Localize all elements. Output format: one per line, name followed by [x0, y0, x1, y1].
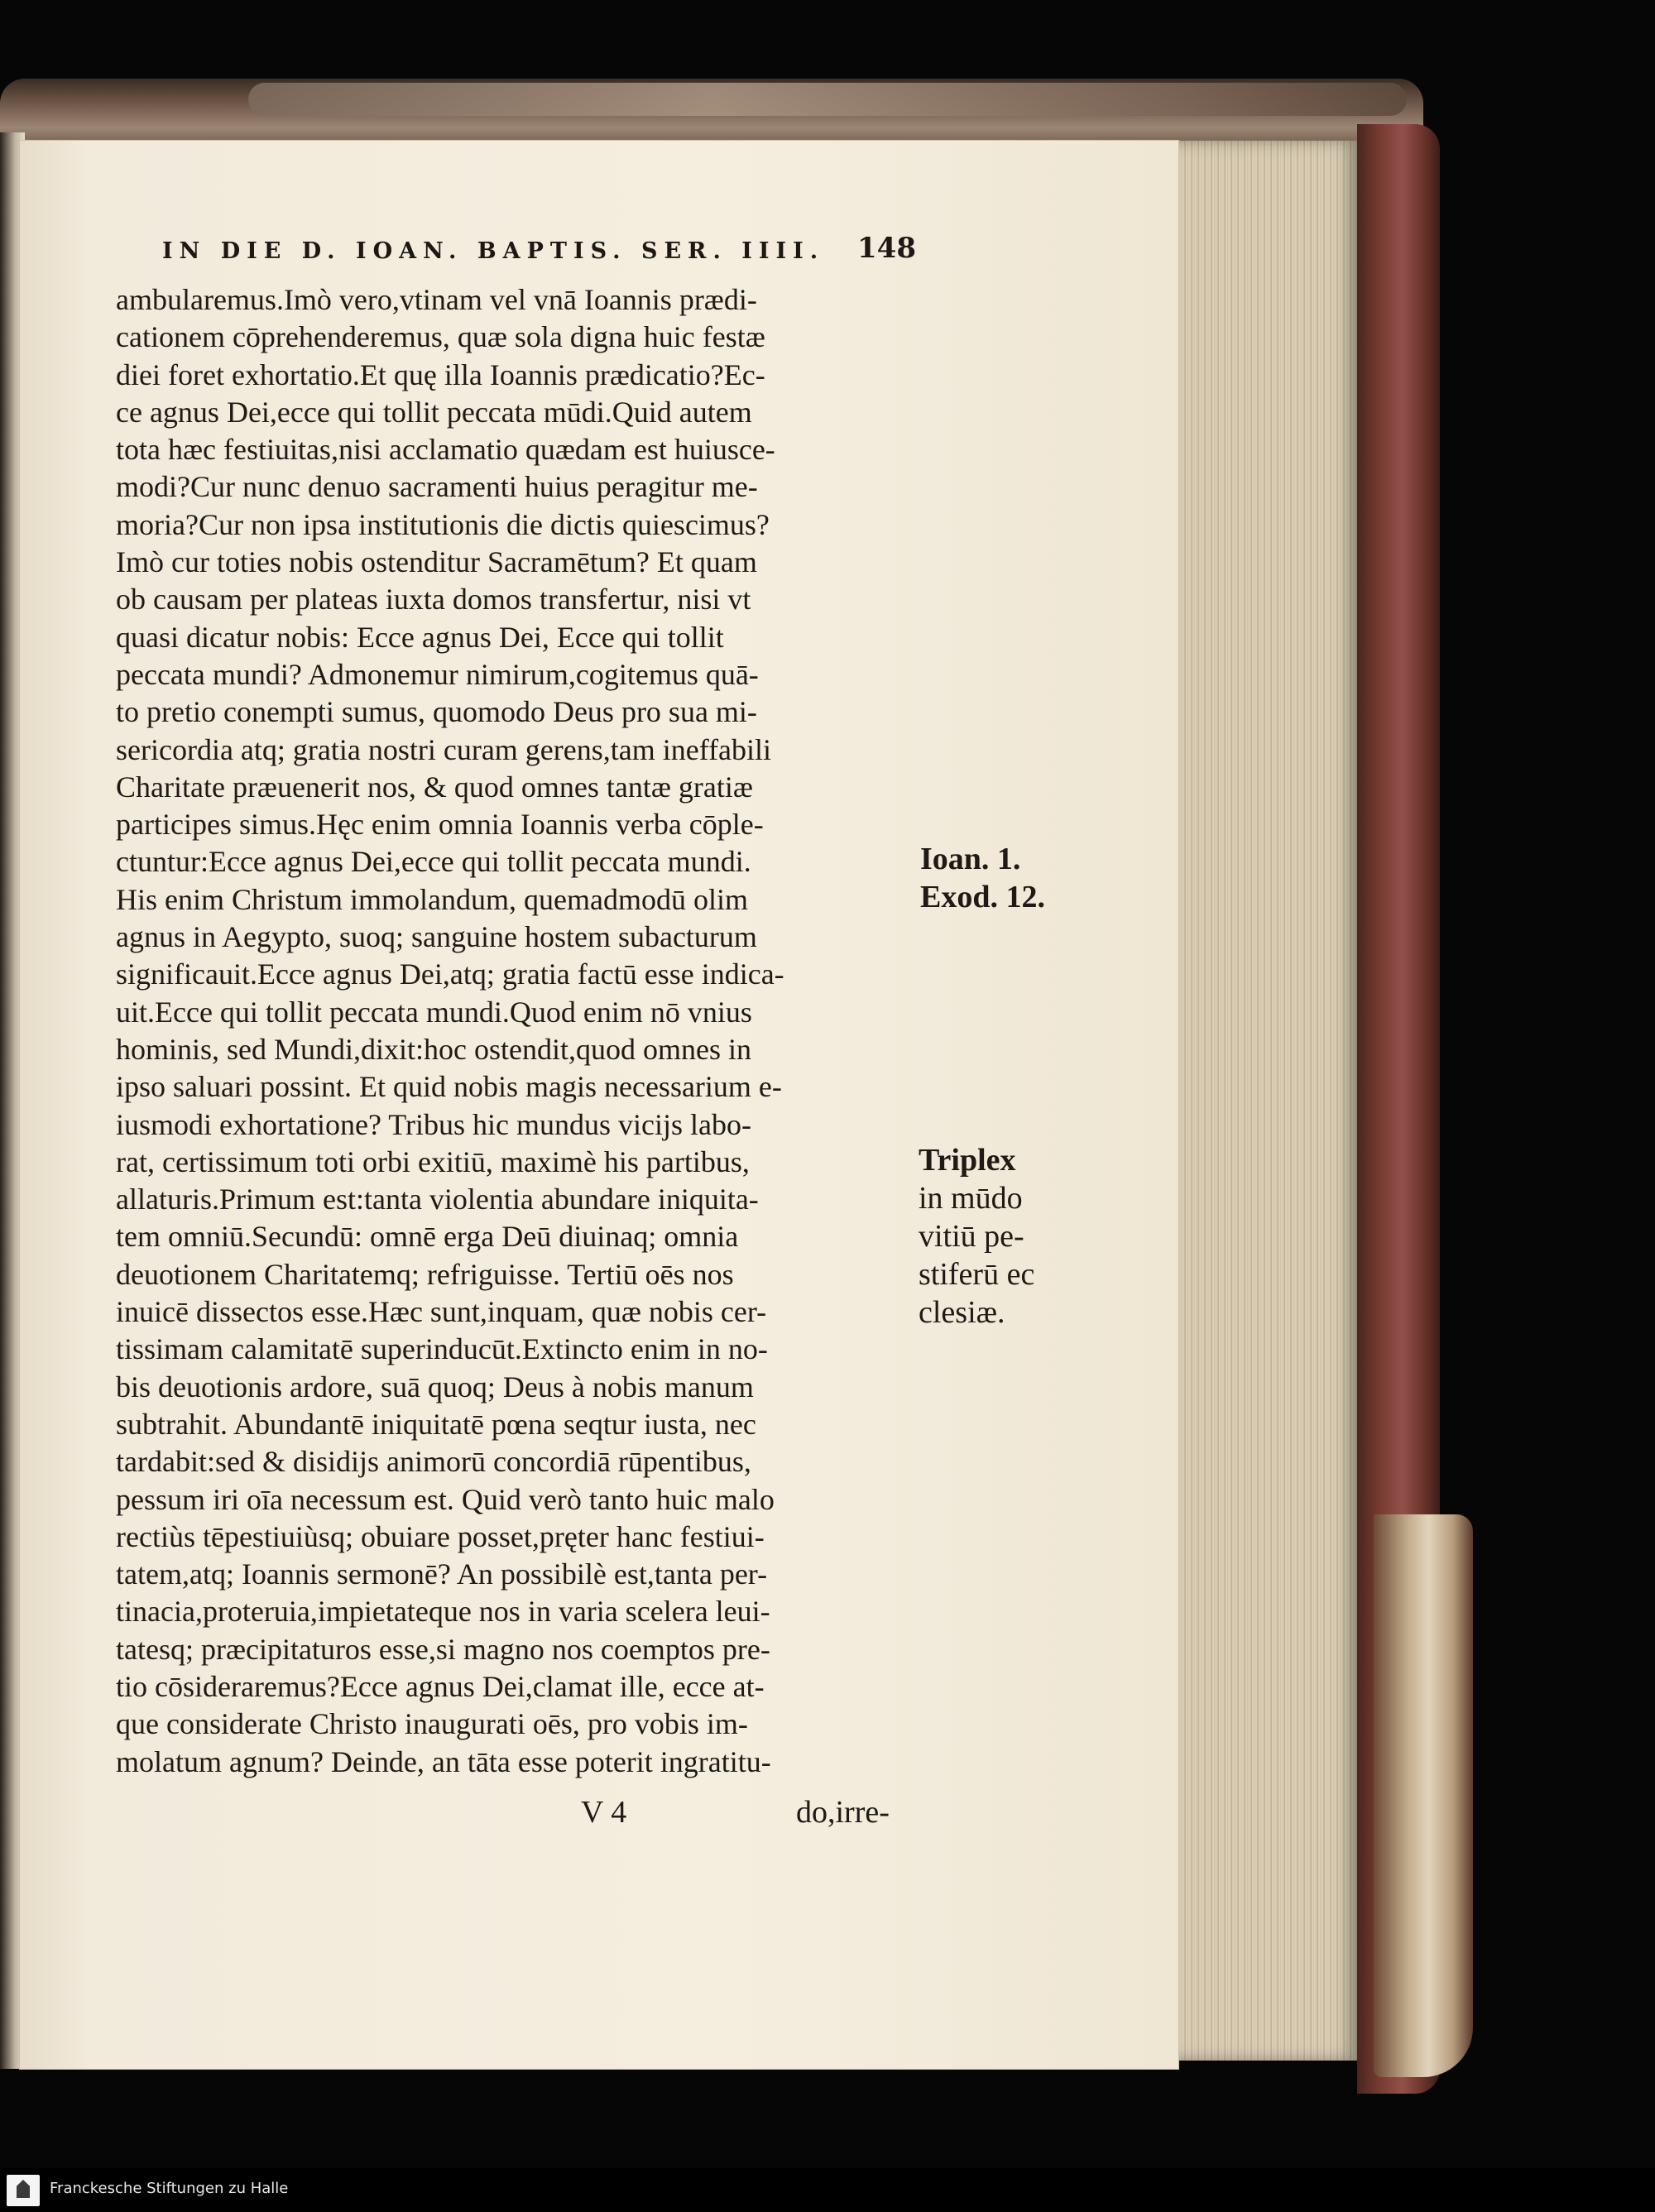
text-line: bis deuotionis ardore, suā quoq; Deus à nobis manum: [116, 1370, 754, 1403]
text-line: tio cōsideraremus?Ecce agnus Dei,clamat ille, ecce at-: [116, 1669, 765, 1703]
signature-mark: V 4: [581, 1795, 627, 1830]
body-text: [116, 281, 910, 1781]
text-line: to pretio conempti sumus, quomodo Deus pro sua mi-: [116, 695, 757, 729]
text-line: peccata mundi? Admonemur nimirum,cogitemus quā-: [116, 657, 759, 691]
institution-logo-icon: [7, 2175, 40, 2206]
text-line: rectiùs tēpestiuiùsq; obuiare posset,pręter hanc festiui-: [116, 1519, 765, 1553]
marginal-note: stiferū ec: [919, 1257, 1035, 1292]
folio-number: 148: [857, 232, 916, 265]
text-line: tissimam calamitatē superinducūt.Extincto enim in no-: [116, 1332, 768, 1366]
text-line: tatesq; præcipitaturos esse,si magno nos coemptos pre-: [116, 1632, 770, 1666]
marginal-note: clesiæ.: [919, 1295, 1005, 1330]
text-line: Imò cur toties nobis ostenditur Sacramētum? Et quam: [116, 545, 757, 579]
text-line: subtrahit. Abundantē iniquitatē pœna seqtur iusta, nec: [116, 1407, 756, 1441]
text-line: ob causam per plateas iuxta domos transfertur, nisi vt: [116, 583, 751, 617]
text-line: hominis, sed Mundi,dixit:hoc ostendit,quod omnes in: [116, 1032, 751, 1066]
book-headband: [248, 83, 1407, 116]
running-head: IN DIE D. IOAN. BAPTIS. SER. IIII.: [162, 238, 825, 264]
text-line: diei foret exhortatio.Et quę illa Ioannis prædicatio?Ec-: [116, 357, 765, 391]
marginal-reference: Ioan. 1.: [920, 842, 1021, 876]
text-line: ipso saluari possint. Et quid nobis magis necessarium e-: [116, 1070, 782, 1104]
text-line: moria?Cur non ipsa institutionis die dictis quiescimus?: [116, 507, 770, 541]
text-line: deuotionem Charitatemq; refriguisse. Tertiū oēs nos: [116, 1257, 734, 1291]
text-line: cationem cōprehenderemus, quæ sola digna huic festæ: [116, 320, 765, 354]
marginal-note: in mūdo: [919, 1181, 1023, 1216]
text-line: significauit.Ecce agnus Dei,atq; gratia factū esse indica-: [116, 957, 784, 991]
text-line: iusmodi exhortatione? Tribus hic mundus vicijs labo-: [116, 1107, 751, 1141]
text-line: rat, certissimum toti orbi exitiū, maximè his partibus,: [116, 1144, 750, 1178]
text-line: Charitate præuenerit nos, & quod omnes tantæ gratiæ: [116, 770, 753, 804]
text-line: tem omniū.Secundū: omnē erga Deū diuinaq; omnia: [116, 1220, 739, 1254]
page-edges: [1175, 141, 1357, 2061]
text-line: pessum iri oīa necessum est. Quid verò tanto huic malo: [116, 1482, 775, 1516]
text-line: allaturis.Primum est:tanta violentia abundare iniquita-: [116, 1183, 759, 1216]
text-line: que considerate Christo inaugurati oēs, pro vobis im-: [116, 1707, 748, 1741]
text-line: agnus in Aegypto, suoq; sanguine hostem subacturum: [116, 920, 757, 954]
text-line: tota hæc festiuitas,nisi acclamatio quædam est huiusce-: [116, 433, 775, 467]
marginal-note: vitiū pe-: [919, 1219, 1024, 1254]
text-line: inuicē dissectos esse.Hæc sunt,inquam, quæ nobis cer-: [116, 1295, 767, 1329]
text-line: participes simus.Hęc enim omnia Ioannis verba cōple-: [116, 808, 764, 842]
text-line: tardabit:sed & disidijs animorū concordiā rūpentibus,: [116, 1445, 751, 1479]
text-line: tatem,atq; Ioannis sermonē? An possibilè est,tanta per-: [116, 1557, 768, 1591]
book-cover-worn-corner: [1374, 1514, 1473, 2077]
text-line: molatum agnum? Deinde, an tāta esse poterit ingratitu-: [116, 1744, 771, 1778]
text-line: ce agnus Dei,ecce qui tollit peccata mūdi.Quid autem: [116, 395, 752, 429]
marginal-reference: Exod. 12.: [920, 880, 1045, 914]
text-line: His enim Christum immolandum, quemadmodū olim: [116, 882, 748, 916]
footer-institution: Franckesche Stiftungen zu Halle: [50, 2180, 289, 2197]
text-line: quasi dicatur nobis: Ecce agnus Dei, Ecce qui tollit: [116, 620, 724, 654]
text-line: modi?Cur nunc denuo sacramenti huius peragitur me-: [116, 470, 758, 504]
text-line: ambularemus.Imò vero,vtinam vel vnā Ioannis prædi-: [116, 283, 757, 316]
text-line: ctuntur:Ecce agnus Dei,ecce qui tollit peccata mundi.: [116, 845, 751, 879]
text-line: tinacia,proteruia,impietateque nos in varia scelera leui-: [116, 1595, 770, 1629]
marginal-note: Triplex: [919, 1143, 1016, 1178]
text-line: uit.Ecce qui tollit peccata mundi.Quod enim nō vnius: [116, 995, 752, 1029]
text-line: sericordia atq; gratia nostri curam gerens,tam ineffabili: [116, 732, 772, 766]
catchword: do,irre-: [796, 1795, 890, 1830]
